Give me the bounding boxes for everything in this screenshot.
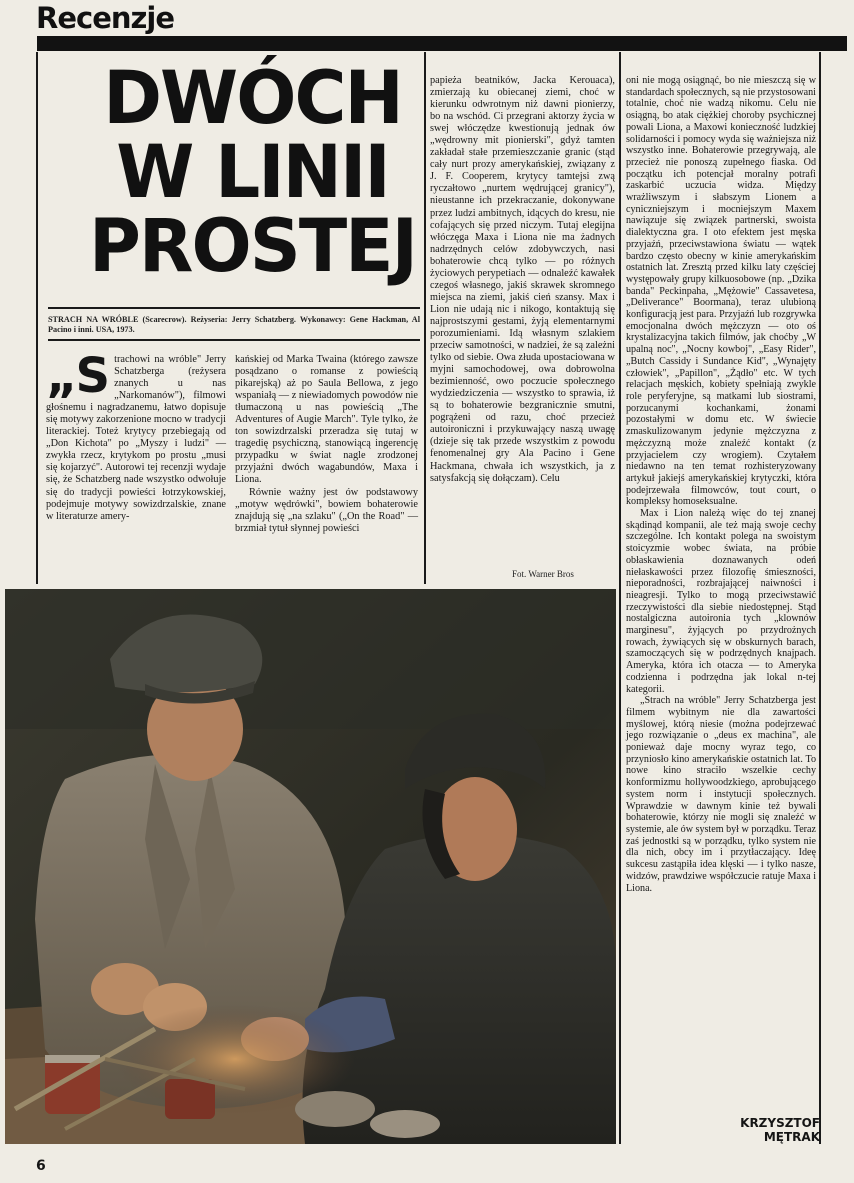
column-2-paragraph-2: Równie ważny jest ów podstawowy „motyw wędrówki", bowiem bohaterowie znajdują się „na szlaku" („On the Road" — brzmiał tytuł słynnej powieści bbox=[235, 486, 418, 534]
section-title: Recenzje bbox=[36, 1, 174, 35]
column-4-paragraph-2: Max i Lion należą więc do tej znanej skądinąd kompanii, ale też mają swoje cechy szczególne. Ich kontakt polega na swoistym stoicyzmie wobec świata, na próbie obłaskawienia doznawanych odeń niełaskawości przez filozofię śmieszności, nieporadności, rozbrajającej naiwności i nieagresji. Tylko to mogą przeciwstawić rzeczywistości dla siebie niedostępnej. Stąd nostalgiczna autoironia tych „klownów marginesu", żyjących po przydrożnych rowach, żywiących się w obskurnych barach, szamoczących się w podrzędnych knajpach. Ameryka, która ich otacza — to Ameryka codzienna i podrzędna jak lokal n-tej kategorii. bbox=[626, 508, 816, 695]
film-still-illustration bbox=[5, 589, 616, 1144]
column-divider-edge bbox=[819, 52, 821, 1144]
column-divider-right bbox=[619, 52, 621, 1144]
headline bbox=[85, 56, 420, 289]
column-1-paragraph-1: trachowi na wróble" Jerry Schatzberga (reżysera znanych u nas „Narkomanów"), filmowi głośnemu i nagradzanemu, łatwo dopisuje się motywy zakorzenione mocno w tradycji literackiej. Toteż krytycy przebiegają od „Don Kichota" po „Myszy i ludzi" — zwykła rzecz, krytykom po prostu „musi się kojarzyć". Autorowi tej recenzji wydaje się, że Schatzberg nade wszystko odwołuje się do tradycji powieści łotrzykowskiej, podejmuje motywy sowizdrzalskie, znane w literaturze amery- bbox=[46, 354, 226, 522]
article-column-2 bbox=[235, 354, 418, 535]
article-column-1 bbox=[46, 348, 226, 523]
drop-cap: „S bbox=[46, 348, 109, 404]
column-2-paragraph-1: kańskiej od Marka Twaina (którego zawsze posądzano o romanse z powieścią pikarejską) aż po Saula Bellowa, z jego wspaniałą — z niewiadomych powodów nie tłumaczoną u nas powieścią „The Adventures of Augie March". Tyle tylko, że ton sowizdrzalski przeradza się tutaj w tragedię psychiczną, stanowiącą ingerencję przypadku w świat nagle zrodzonej przyjaźni dwóch wagabundów, Maxa i Liona. bbox=[235, 354, 418, 486]
headline-line-3: PROSTEJ bbox=[88, 204, 417, 289]
author-last-name: MĘTRAK bbox=[763, 1130, 820, 1144]
photo-credit: Fot. Warner Bros bbox=[512, 569, 574, 579]
column-4-paragraph-1: oni nie mogą osiągnąć, bo nie mieszczą się w standardach społecznych, są nie przystosowani totalnie, choć nie wadzą nikomu. Celu nie osiągną, bo atak ciężkiej choroby psychicznej powali Liona, a Maxowi konieczność ludzkiej solidarności i pomocy wyda się ważniejsza niż wszystko inne. Bohaterowie przegrywają, ale przecież nie ponoszą zupełnego fiaska. Od początku ich potencjał moralny potrafi zaskarbić uczucia widza. Między wrażliwszym i słabszym Lionem a cyniczniejszym i mocniejszym Maxem nawiązuje się związek partnerski, swoista dialektyczna gra. I oto efektem jest męska przyjaźń, przeciwstawiona światu — wątek bardzo często obecny w kinie amerykańskim ostatnich lat. Zresztą przed kilku laty częściej występowały grupy kilkuosobowe (np. „Dzika banda" Peckinpaha, „Mężowie" Cassavetesa, „Deliverance" Boormana), teraz ulubioną konfiguracją jest para. Przyjaźń lub rozgrywka emocjonalna dwóch mężczyzn — oto oś krystalizacyjna takich filmów, jak choćby „W upalną noc", „Nocny kowboj", „Easy Rider", „Butch Cassidy i Sundance Kid", „Wynajęty człowiek", „Papillon", „Żądło" etc. W tych relacjach męskich, kobiety spełniają zwykle role peryferyjne, są matkami lub siostrami, porzucanymi kochankami, żonami pozostałymi w domu etc. W świecie zmaskulizowanym jedynie mężczyzna z mężczyzną może znaleźć kontakt (z przyjacielem czy wrogiem). Czytałem niedawno na ten temat rozhisteryzowany artykuł jakiejś amerykańskiej krytyczki, która podejrzewała filmowców, tout court, o kompleksy homoseksualne. bbox=[626, 75, 816, 508]
column-4-paragraph-3: „Strach na wróble" Jerry Schatzberga jest filmem wybitnym nie dla zawartości myślowej, którą niesie (można podejrzewać jego rozwiązanie o „deus ex machina", ale ponieważ daje mocny wyraz tego, co przyniosło kino amerykańskie ostatnich lat. To nowe kino straciło wszelkie cechy konformizmu hollywoodzkiego, aprobującego system norm i instytucji społecznych. Wprawdzie w dawnym kinie też bywali bohaterowie, którzy nie mogli się znaleźć w systemie, ale ów system był w porządku. Teraz zaś jednostki są w porządku, tylko system nie dla nich, obcy im i przytłaczający. Ideę sukcesu zastąpiła idea klęski — i tylko nasze, widzów, prawdziwe współczucie ratuje Maxa i Liona. bbox=[626, 695, 816, 894]
film-still-photo bbox=[5, 589, 616, 1144]
author-first-name: KRZYSZTOF bbox=[740, 1116, 820, 1130]
credits-rule-bottom bbox=[48, 339, 420, 341]
headline-line-1: DWÓCH bbox=[103, 56, 402, 141]
page-number: 6 bbox=[36, 1158, 46, 1174]
article-column-4 bbox=[626, 75, 816, 894]
top-rule bbox=[37, 36, 847, 51]
film-credits: STRACH NA WRÓBLE (Scarecrow). Reżyseria: Jerry Schatzberg. Wykonawcy: Gene Hackman, Al Pacino i inni. USA, 1973. bbox=[48, 315, 420, 334]
column-divider-center bbox=[424, 52, 426, 584]
column-divider-left bbox=[36, 52, 38, 584]
column-3-paragraph-1: papieża beatników, Jacka Kerouaca), zmierzają ku obiecanej ziemi, choć w kierunku odwrotnym niż dawni pionierzy, bo na wschód. Ci przegrani aktorzy życia w swej włóczędze kwestionują jednak ów „wędrowny mit pionierski", gdyż tamten zakładał stałe przemieszczanie granic (stąd cały nurt prozy amerykańskiej, związany z J. F. Cooperem, krytycy tamtejsi zwą ryczałtowo „nurtem wędrującej granicy"), nieustanne ich przekraczanie, dokonywane przez ludzi ambitnych, idących do kresu, nie cofających się przed niczym. Tutaj elegijna włóczęga Maxa i Liona nie ma żadnych nadrzędnych celów zdobywczych, nasi bohaterowie chcą tylko — po różnych życiowych perypetiach — odnaleźć kawałek czegoś własnego, jakiś skrawek skromnego miejsca na ziemi, jakiś cień szansy. Max i Lion nie udają nic i nikogo, kontaktują się najprostszymi gestami, żyją elementarnymi porozumieniami. Idą własnym szlakiem przeciw samotności, w nadziei, że są zależni tylko od siebie. Owa złuda upostaciowana w myjni samochodowej, owa dobrowolna bezimienność, owo poczucie społecznego wydziedziczenia — wszystko to sprawia, iż są to bohaterowie bezgranicznie smutni, pogrążeni od razu, choć przecież autoironiczni i przykuwający naszą uwagę (dzieje się tak przede wszystkim z powodu fenomenalnej gry Ala Pacino i Gene Hackmana, chwała ich wszystkich, ja z satysfakcją się dołączam). Celu bbox=[430, 75, 615, 484]
article-column-3 bbox=[430, 75, 615, 485]
credits-rule-top bbox=[48, 307, 420, 309]
headline-line-2: W LINII bbox=[116, 130, 389, 215]
author-byline bbox=[710, 1116, 820, 1144]
